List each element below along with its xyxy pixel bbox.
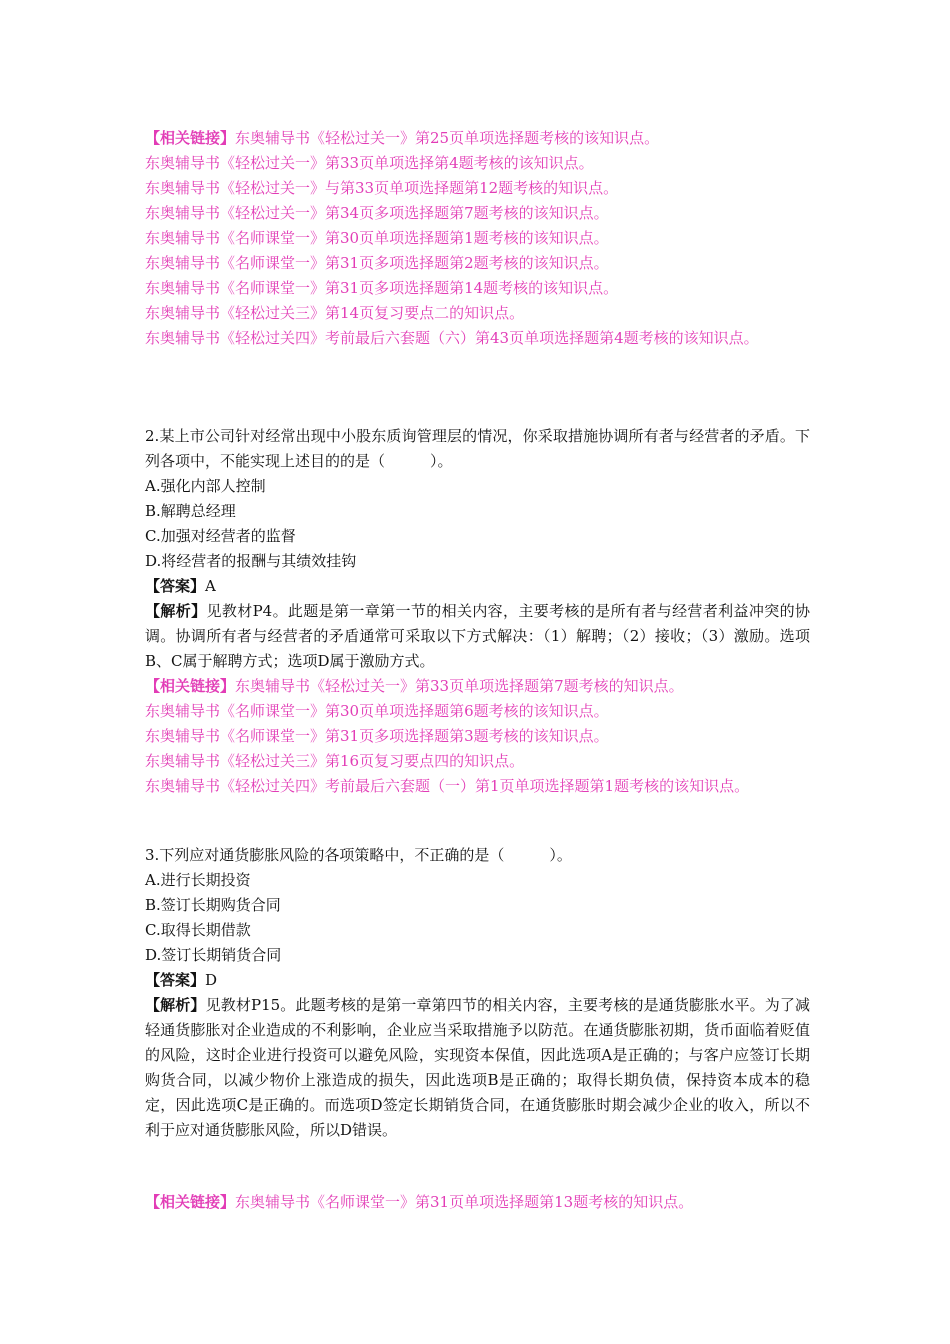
related-links-first-line: 【相关链接】东奥辅导书《轻松过关一》第33页单项选择题第7题考核的知识点。: [145, 677, 684, 695]
option-c: C.取得长期借款: [145, 921, 251, 939]
answer-value: D: [205, 971, 218, 989]
option-d: D.签订长期销货合同: [145, 946, 282, 964]
option-a: A.强化内部人控制: [145, 477, 266, 495]
option-b: B.签订长期购货合同: [145, 896, 281, 914]
related-links-first-line: 【相关链接】东奥辅导书《名师课堂一》第31页单项选择题第13题考核的知识点。: [145, 1193, 694, 1211]
related-links-label: 【相关链接】: [145, 677, 236, 695]
related-link-item: 东奥辅导书《轻松过关四》考前最后六套题（六）第43页单项选择题第4题考核的该知识点。: [145, 329, 759, 347]
related-link-item: 东奥辅导书《名师课堂一》第31页多项选择题第14题考核的该知识点。: [145, 279, 619, 297]
related-link-item: 东奥辅导书《轻松过关一》与第33页单项选择题第12题考核的知识点。: [145, 179, 619, 197]
related-links-label: 【相关链接】: [145, 1193, 236, 1211]
related-links-first-line: 【相关链接】东奥辅导书《轻松过关一》第25页单项选择题考核的该知识点。: [145, 129, 660, 147]
related-link-item: 东奥辅导书《轻松过关一》第34页多项选择题第7题考核的该知识点。: [145, 204, 609, 222]
answer-line: [145, 574, 810, 599]
analysis-text: 见教材P4。此题是第一章第一节的相关内容，主要考核的是所有者与经营者利益冲突的协调。协调所有者与经营者的矛盾通常可采取以下方式解决：（1）解聘；（2）接收；（3）激励。选项B、C属于解聘方式；选项D属于激励方式。: [145, 602, 810, 670]
answer-value: A: [205, 577, 216, 595]
question-stem: 2.某上市公司针对经常出现中小股东质询管理层的情况，你采取措施协调所有者与经营者的矛盾。下列各项中，不能实现上述目的的是（ ）。: [145, 427, 810, 470]
related-link-item: 东奥辅导书《轻松过关一》第33页单项选择第4题考核的该知识点。: [145, 154, 594, 172]
related-link-item: 东奥辅导书《轻松过关三》第14页复习要点二的知识点。: [145, 304, 525, 322]
analysis-text: 见教材P15。此题考核的是第一章第四节的相关内容，主要考核的是通货膨胀水平。为了减轻通货膨胀对企业造成的不利影响，企业应当采取措施予以防范。在通货膨胀初期，货币面临着贬值的风险，这时企业进行投资可以避免风险，实现资本保值，因此选项A是正确的；与客户应签订长期购货合同，以减少物价上涨造成的损失，因此选项B是正确的；取得长期负债，保持资本成本的稳定，因此选项C是正确的。而选项D签定长期销货合同，在通货膨胀时期会减少企业的收入，所以不利于应对通货膨胀风险，所以D错误。: [145, 996, 810, 1139]
related-link-item: 东奥辅导书《轻松过关三》第16页复习要点四的知识点。: [145, 752, 525, 770]
related-link-item: 东奥辅导书《轻松过关四》考前最后六套题（一）第1页单项选择题第1题考核的该知识点。: [145, 777, 750, 795]
question-3: [145, 843, 810, 1143]
related-link-item: 东奥辅导书《名师课堂一》第31页多项选择题第2题考核的该知识点。: [145, 254, 609, 272]
analysis: [145, 599, 810, 674]
answer-label: 【答案】: [145, 577, 206, 595]
question-2: [145, 424, 810, 799]
related-link-item: 东奥辅导书《名师课堂一》第30页单项选择题第1题考核的该知识点。: [145, 229, 609, 247]
option-c: C.加强对经营者的监督: [145, 527, 296, 545]
option-b: B.解聘总经理: [145, 502, 236, 520]
analysis: [145, 993, 810, 1143]
answer-label: 【答案】: [145, 971, 206, 989]
related-links-label: 【相关链接】: [145, 129, 236, 147]
related-links-section-1: [145, 126, 810, 351]
analysis-label: 【解析】: [145, 602, 207, 620]
answer-line: [145, 968, 810, 993]
option-a: A.进行长期投资: [145, 871, 251, 889]
question-stem: 3.下列应对通货膨胀风险的各项策略中，不正确的是（ ）。: [145, 846, 572, 864]
related-link-item: 东奥辅导书《名师课堂一》第31页多项选择题第3题考核的该知识点。: [145, 727, 609, 745]
analysis-label: 【解析】: [145, 996, 206, 1014]
related-links-section-3: [145, 1190, 810, 1215]
related-link-item: 东奥辅导书《名师课堂一》第30页单项选择题第6题考核的该知识点。: [145, 702, 609, 720]
option-d: D.将经营者的报酬与其绩效挂钩: [145, 552, 357, 570]
